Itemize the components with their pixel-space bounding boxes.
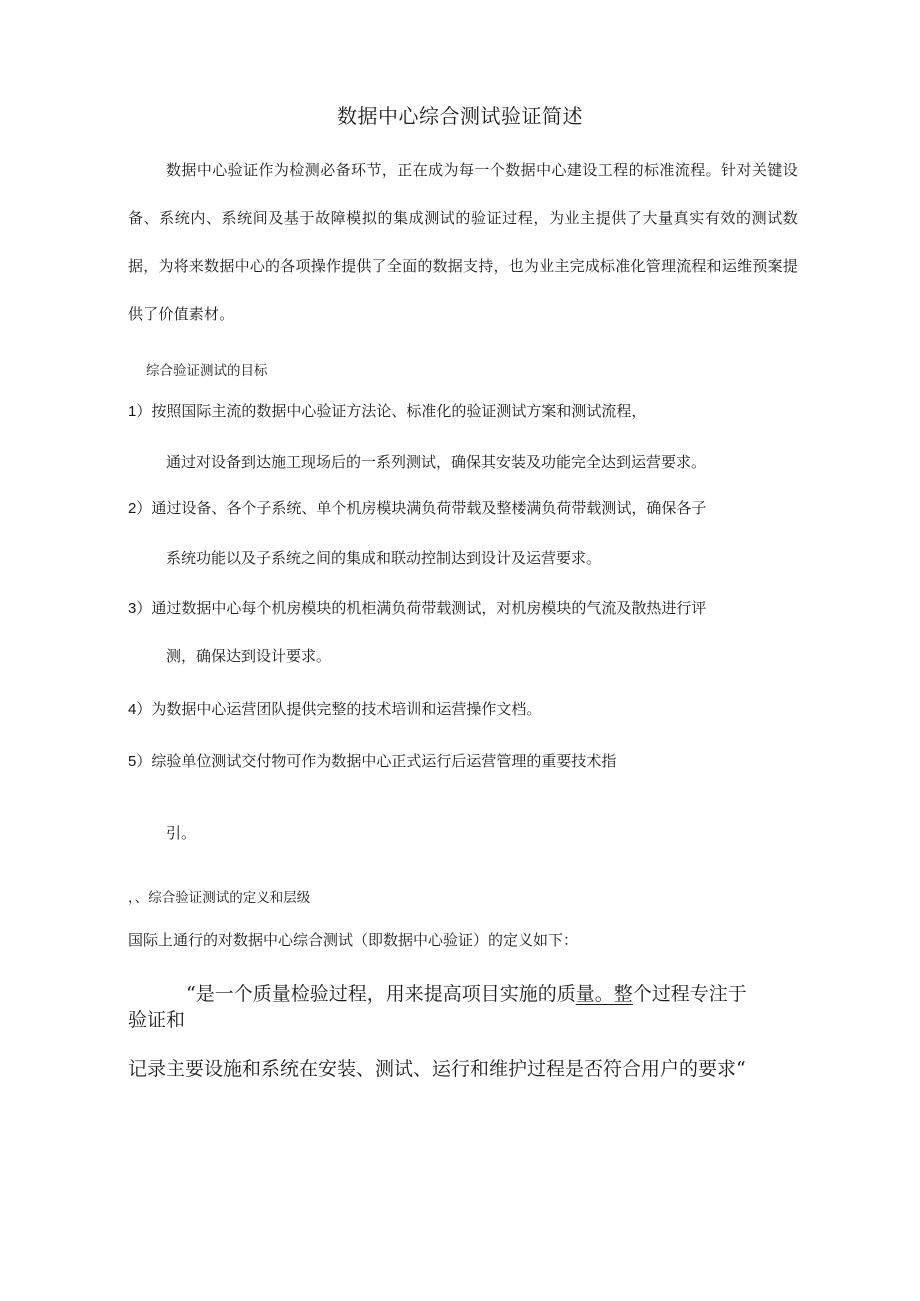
list-item-number: 4） (128, 701, 152, 718)
quote-text-a: “是一个质量检验过程，用来提高项目实施的质 (186, 983, 576, 1005)
list-item-continuation: 引。 (166, 824, 197, 842)
quote-line-1 (186, 979, 747, 1006)
list-item-continuation: 系统功能以及子系统之间的集成和联动控制达到设计及运营要求。 (166, 549, 602, 567)
list-item-number: 5） (128, 753, 152, 770)
list-item (128, 750, 616, 771)
list-item-text: 通过设备、各个子系统、单个机房模块满负荷带载及整楼满负荷带载测试，确保各子 (151, 499, 707, 517)
list-item-text: 按照国际主流的数据中心验证方法论、标准化的验证测试方案和测试流程， (151, 402, 647, 420)
quote-underlined-text: 量。整 (575, 983, 633, 1005)
list-item-continuation: 测，确保达到设计要求。 (166, 647, 332, 665)
list-item-text: 为数据中心运营团队提供完整的技术培训和运营操作文档。 (151, 700, 542, 718)
definition-intro: 国际上通行的对数据中心综合测试（即数据中心验证）的定义如下： (128, 931, 579, 949)
list-item-number: 3） (128, 600, 152, 617)
list-item (128, 698, 541, 719)
list-item-number: 1） (128, 403, 152, 420)
section-heading-goals: 综合验证测试的目标 (146, 363, 268, 379)
list-item (128, 597, 706, 618)
quote-line-2: 验证和 (128, 1009, 186, 1031)
list-item (128, 497, 706, 518)
list-item-continuation: 通过对设备到达施工现场后的一系列测试，确保其安装及功能完全达到运营要求。 (166, 453, 707, 471)
list-item-text: 通过数据中心每个机房模块的机柜满负荷带载测试，对机房模块的气流及散热进行评 (151, 599, 707, 617)
list-item-number: 2） (128, 500, 152, 517)
quote-text-b: 个过程专注于 (632, 983, 747, 1005)
list-item-text: 综验单位测试交付物可作为数据中心正式运行后运营管理的重要技术指 (151, 752, 617, 770)
list-item (128, 400, 646, 421)
quote-line-3: 记录主要设施和系统在安装、测试、运行和维护过程是否符合用户的要求“ (128, 1058, 746, 1080)
document-title: 数据中心综合测试验证简述 (337, 104, 583, 128)
intro-paragraph: 数据中心验证作为检测必备环节，正在成为每一个数据中心建设工程的标准流程。针对关键设备、系统内、系统间及基于故障模拟的集成测试的验证过程，为业主提供了大量真实有效的测试数据，为将来数据中心的各项操作提供了全面的数据支持，也为业主完成标准化管理流程和运维预案提供了价值素材。 (128, 161, 798, 323)
section-heading-definition: ，、综合验证测试的定义和层级 (128, 890, 311, 906)
